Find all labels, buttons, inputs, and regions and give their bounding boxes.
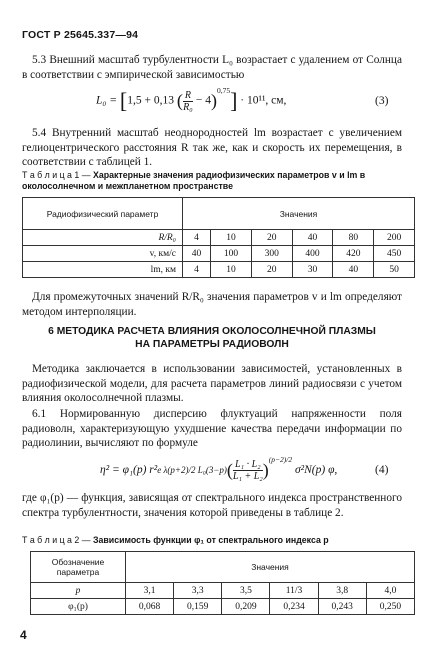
formula-3-exponent: 0,75	[216, 85, 231, 95]
table-1-head-param: Радиофизический параметр	[23, 198, 183, 230]
table-cell: 40	[333, 262, 374, 278]
table-cell: 3,5	[222, 583, 270, 599]
table-1-row-label: R/R₀	[23, 230, 183, 246]
table-1	[22, 197, 415, 278]
formula-4-paren-close: )	[262, 460, 269, 480]
table-1-caption	[22, 170, 407, 192]
table-cell: 0,250	[366, 599, 414, 615]
table-2-caption-prefix: Т а б л и ц а 2 —	[22, 535, 91, 545]
table-cell: 3,8	[318, 583, 366, 599]
section-6-title	[22, 325, 402, 351]
table-cell: 4,0	[366, 583, 414, 599]
formula-4-numerator: L₁ · L₂	[233, 459, 263, 471]
table-cell: 3,3	[174, 583, 222, 599]
document-header: ГОСТ Р 25645.337—94	[22, 29, 139, 41]
table-row	[23, 230, 415, 246]
paragraph-where: где φ₁(p) — функция, зависящая от спектрального индекса пространственного спектра турбулентности, значения которой приведены в таблице 2.	[22, 492, 402, 519]
table-cell: 0,234	[270, 599, 318, 615]
table-1-caption-text: Характерные значения радиофизических параметров v и lm в околосолнечном и межпланетном пространстве	[22, 170, 366, 191]
table-cell: 10	[211, 262, 252, 278]
table-2-caption-text: Зависимость функции φ₁ от спектрального индекса p	[92, 535, 329, 545]
table-cell: 20	[251, 262, 292, 278]
table-cell: 300	[251, 246, 292, 262]
table-cell: 200	[374, 230, 415, 246]
formula-3-number: (3)	[375, 95, 389, 107]
formula-4-denominator: L₁ + L₂	[232, 471, 263, 482]
section-6-title-line-2: НА ПАРАМЕТРЫ РАДИОВОЛН	[135, 339, 289, 350]
table-cell: 50	[374, 262, 415, 278]
paragraph-6-1: 6.1 Нормированную дисперсию флуктуаций напряженности поля радиоволн, характеризующую ухудшение качества передачи информации по радиолинии, вычисляют по формуле	[22, 408, 402, 449]
table-2-head-values: Значения	[126, 552, 415, 583]
table-1-head-values: Значения	[183, 198, 415, 230]
formula-4-tail: σ²N(p) φ,	[295, 464, 338, 477]
formula-4-lhs: η² = φ₁(p) r²	[100, 464, 158, 477]
formula-3-numerator: R	[184, 89, 191, 101]
formula-3-bracket-open: [	[119, 88, 128, 113]
table-cell: 40	[292, 230, 333, 246]
formula-4-exponent: (p−2)/2	[268, 455, 293, 465]
formula-4-paren-open: (	[226, 460, 233, 480]
formula-3-tail: · 10¹¹, см,	[240, 94, 287, 107]
table-row	[31, 583, 415, 599]
formula-3-lhs: L₀ =	[96, 94, 118, 107]
table-1-header-row	[23, 198, 415, 230]
paragraph-5-4: 5.4 Внутренний масштаб неоднородностей lm возрастает с увеличением гелиоцентрического расстояния R так же, как и скорость их перемещения, в соответствии с таблицей 1.	[22, 127, 402, 168]
table-cell: 450	[374, 246, 415, 262]
formula-3-minus-four: − 4	[195, 94, 211, 107]
formula-4-middle: e λ(p+2)/2 L₀(3−p)	[157, 465, 227, 476]
table-cell: 11/3	[270, 583, 318, 599]
table-cell: 400	[292, 246, 333, 262]
table-cell: 20	[251, 230, 292, 246]
table-cell: 0,243	[318, 599, 366, 615]
table-cell: 100	[211, 246, 252, 262]
table-row	[31, 599, 415, 615]
table-1-caption-prefix: Т а б л и ц а 1 —	[22, 170, 91, 180]
table-cell: 0,159	[174, 599, 222, 615]
table-2	[30, 551, 415, 615]
formula-3-paren-close: )	[210, 90, 217, 111]
section-6-title-line-1: 6 МЕТОДИКА РАСЧЕТА ВЛИЯНИЯ ОКОЛОСОЛНЕЧНОЙ ПЛАЗМЫ	[48, 326, 376, 337]
table-row	[23, 246, 415, 262]
formula-4-fraction	[233, 459, 263, 482]
formula-3-constants: 1,5 + 0,13	[127, 94, 174, 107]
table-cell: 80	[333, 230, 374, 246]
formula-3-paren-open: (	[176, 90, 183, 111]
formula-4	[100, 455, 338, 482]
table-cell: 4	[183, 230, 211, 246]
table-2-head-param: Обозначение параметра	[31, 552, 126, 583]
table-2-caption	[22, 535, 407, 546]
table-row	[23, 262, 415, 278]
formula-3-fraction	[183, 90, 193, 113]
formula-4-number: (4)	[375, 464, 389, 476]
table-cell: 4	[183, 262, 211, 278]
table-cell: 40	[183, 246, 211, 262]
formula-3-bracket-close: ]	[230, 88, 238, 113]
table-cell: 0,209	[222, 599, 270, 615]
table-1-row-label: lm, км	[23, 262, 183, 278]
paragraph-5-3: 5.3 Внешний масштаб турбулентности L₀ возрастает с удалением от Солнца в соответствии с эмпирической зависимостью	[22, 54, 402, 81]
formula-3-denominator: R₀	[183, 101, 193, 113]
table-2-row-label: p	[31, 583, 126, 599]
table-2-row-label: φ₁(p)	[31, 599, 126, 615]
table-2-header-row	[31, 552, 415, 583]
table-cell: 30	[292, 262, 333, 278]
table-cell: 420	[333, 246, 374, 262]
table-1-row-label: v, км/с	[23, 246, 183, 262]
table-cell: 10	[211, 230, 252, 246]
formula-3	[96, 85, 287, 114]
page-number: 4	[20, 628, 27, 642]
table-cell: 0,068	[126, 599, 174, 615]
table-cell: 3,1	[126, 583, 174, 599]
paragraph-interpolation: Для промежуточных значений R/R₀ значения параметров v и lm определяют методом интерполяции.	[22, 291, 402, 318]
paragraph-method: Методика заключается в использовании зависимостей, установленных в радиофизической модели, для расчета параметров линий радиосвязи с учетом влияния околосолнечной плазмы.	[22, 363, 402, 404]
